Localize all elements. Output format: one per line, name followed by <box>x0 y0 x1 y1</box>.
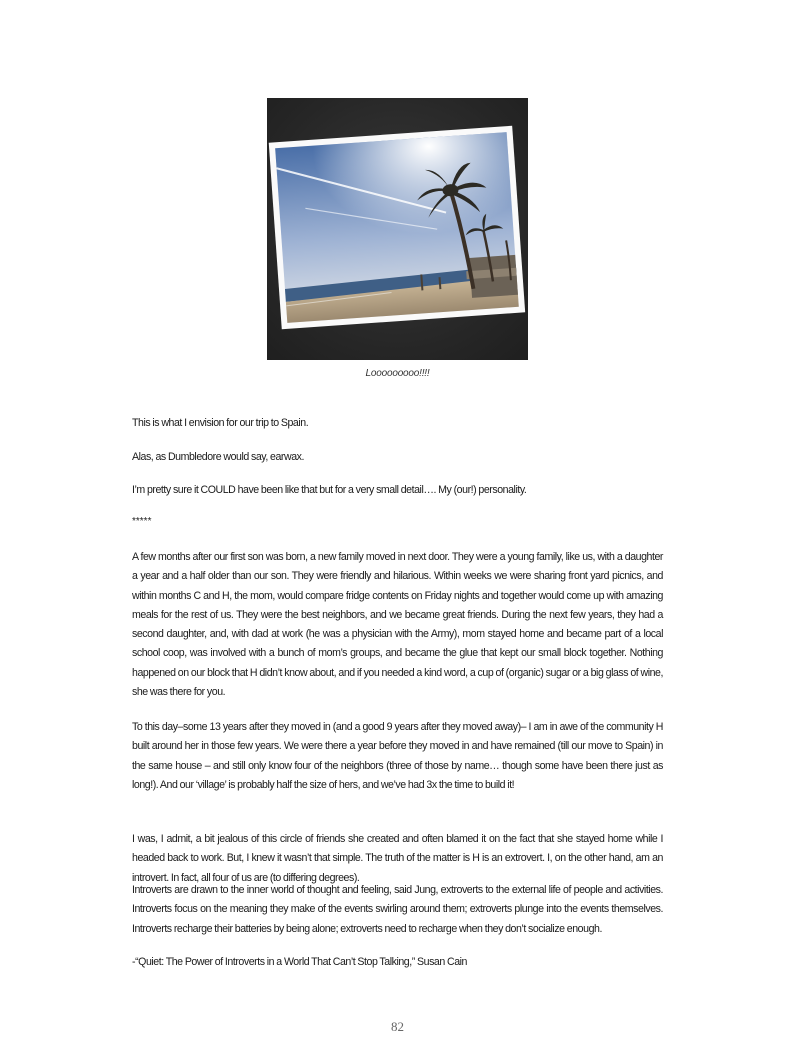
neighbors-paragraph: A few months after our first son was born, a new family moved in next door. They were a young family, like us, with a daughter a year and a half older than our son. They were friendly and hilarious. Within weeks we were sharing front yard picnics, and within months C and H, the mom, would compare fridge contents on Friday nights and together would come up with amazing meals for the rest of us. They were the best neighbors, and we became great friends. During the next few years, they had a second daughter, and, with dad at work (he was a physician with the Army), mom stayed home and became part of a local school coop, was involved with a bunch of mom’s groups, and became the glue that kept our small block together. Nothing happened on our block that H didn’t know about, and if you needed a kind word, a cup of (organic) sugar or a big glass of wine, she was there for you. <box>132 551 663 699</box>
alas-paragraph: Alas, as Dumbledore would say, earwax. <box>132 451 304 463</box>
extrovert-paragraph: I was, I admit, a bit jealous of this circle of friends she created and often blamed it on the fact that she stayed home while I headed back to work. But, I knew it wasn’t that simple. The truth of the matter is H is an extrovert. I, on the other hand, am an introvert. In fact, all four of us are (to differing degrees). <box>132 833 663 884</box>
section-separator: ***** <box>132 516 152 527</box>
beach-photo-illustration <box>267 98 528 360</box>
beach-photo <box>267 98 528 360</box>
introverts-quote-paragraph: Introverts are drawn to the inner world of thought and feeling, said Jung, extroverts to the external life of people and activities. Introverts focus on the meaning they make of the events swirling around them; extroverts plunge into the events themselves. Introverts recharge their batteries by being alone; extroverts need to recharge when they don’t socialize enough. <box>132 884 663 935</box>
photo-caption: Looooooooo!!!! <box>365 368 430 379</box>
page-number: 82 <box>391 1019 404 1034</box>
quote-source: -“Quiet: The Power of Introverts in a World That Can’t Stop Talking,” Susan Cain <box>132 956 467 968</box>
pretty-sure-paragraph: I’m pretty sure it COULD have been like that but for a very small detail…. My (our!) personality. <box>132 484 527 496</box>
envision-paragraph: This is what I envision for our trip to Spain. <box>132 417 309 429</box>
community-paragraph: To this day–some 13 years after they moved in (and a good 9 years after they moved away)– I am in awe of the community H built around her in those few years. We were there a year before they moved in and have remained (till our move to Spain) in the same house – and still only know four of the neighbors (three of those by name… though some have been there just as long!). And our ‘village’ is probably half the size of hers, and we’ve had 3x the time to build it! <box>132 721 663 791</box>
